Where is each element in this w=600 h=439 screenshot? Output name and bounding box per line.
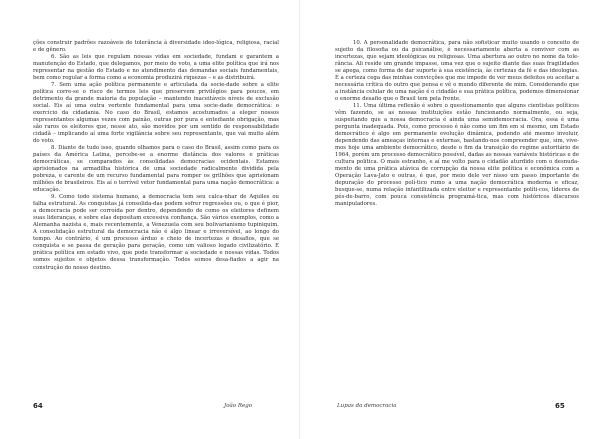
paragraph: 8. Diante de tudo isso, quando olhamos para o caso do Brasil, assim como para os países da América Latina, percebe-se a enorme distância dos valores e práticas democráticas, se comparados às consolidadas democracias ocidentais. Estamos aprisionados na armadilha histórica de uma sociedade radicalmente dividida pela pobreza, e carente de um recurso fundamental para romper os grilhões que aprisionam milhões de brasileiros. Eis aí o terrível vetor fundamental para uma nação democrática: a educação. xyxy=(33,145,279,194)
page-number: 64 xyxy=(33,402,43,410)
right-text-column xyxy=(335,40,579,208)
running-head: João Rego xyxy=(224,403,253,409)
paragraph: 6. São as leis que regulam nossas vidas em sociedade, fundam e garantem a manutenção do Estado, que delegamos, por meio do voto, a uma elite política que irá nos representar na gestão do Estado e no atendimento das demandas sociais fundamentais, bem como regular a forma como a economia produzirá riquezas – e as distribuirá. xyxy=(33,54,279,82)
paragraph: 9. Como todo sistema humano, a democracia tem seu calca-nhar de Aquiles ou falha estrutural. As conquistas já consolida-das podem sofrer regressões ou, o que é pior, a democracia pode ser corroída por dentro, dependendo de como os eleitores definem suas lideranças, e sobre elas depositam excessiva confiança. São vários exemplos, como a Alemanha nazista e, mais recentemente, a Venezuela com seu bolivarianismo tupiniquim. A consolidação estrutural da democracia não é algo linear e irreversível, ao longo do tempo. Ao contrário, é um processo árduo e cheio de incertezas e desafios, que se conquista e se passa de geração para geração, como um valioso legado civilizatório. E prática política em estado vivo, que pode transformar a sociedade e nossas vidas. Todos somos sujeitos e objetos dessa transformação. Todos somos desa-fiados a agir na construção do nosso destino. xyxy=(33,194,279,271)
paragraph: 7. Sem uma ação política permanente e articulada da socie-dade sobre a elite política corre-se o risco de termos leis que preservem privilégios para poucos, em detrimento da grande maioria da população – mantendo inaceitáveis níveis de exclusão social. Eis aí uma outra vertente fundamental para uma socie-dade democrática: o exercício da cidadania. No caso do Brasil, estamos acostumados a eleger nossos representantes algumas vezes com paixão, outras por pura e entediante obrigação, mas são raros os eleitores que, nesse ato, são movidos por um sentido de responsabilidade cidadã – implicando aí uma forte vigilância sobre seu representante, que vai muito além do voto. xyxy=(33,82,279,145)
paragraph: 11. Uma última reflexão é sobre o questionamento que alguns cientistas políticos vêm fazendo, se as nossas instituições estão funcionando normalmente, ou seja, suspeitando que a nossa democracia é ainda uma semidemocracia. Ora, essa é uma pergunta inadequada. Pois, como processo é não como um fim em si mesmo, um Estado democrático é algo em permanente evolução dinâmica, podendo até mesmo involuir, dependendo das ameaças internas e externas, bastando-nos compreender que, sim, vive-mos hoje uma ambiente democrático, desde o fim da transição do regime autoritário de 1964, porém um processo democrático possível, dadas as nossas variáveis históricas e de cultura política. O mais estranho, e aí me volto para o cidadão aturdido com o desnuda-mento de uma prática atávica de corrupção da nossa elite política e econômica com a Operação Lava-Jato e outras, é que, por meio dele ver nisso um passo importante de depuração do processo polí-tico rumo a uma nação democrática moderna e eficaz, busque-se, numa relação infantilizada entre eleitor e representante políti-cos, líderes de pés-de-barro, com pouca consistência programá-tica, mas com históricos discursos manipuladores. xyxy=(335,103,579,208)
running-head: Lupas da democracia xyxy=(337,403,397,409)
left-text-column xyxy=(33,40,279,272)
paragraph: ções construir padrões razoáveis de tolerância à diversidade ideo-lógica, religiosa, racial e de gênero. xyxy=(33,40,279,54)
page-number: 65 xyxy=(555,402,565,410)
paragraph: 10. A personalidade democrática, para não sofisticar muito usando o conceito de sujeito da filosofia ou da psicanálise, é necessariamente aberta a conviver com as incertezas, que sejam ideológicas ou religiosas. Uma abertura ao outro no nome da tole-rância. Ali reside um grande impasse, uma vez que o sujeito diante das suas fragilidades se apega, como forma de dar suporte à sua existência, às certezas da fé e das ideologias. É a certeza cega das minhas convicções que me impede de ver meus defeitos ou aceitar a necessária crítica do outro que pensa e vê o mundo diferente de mim. Considerando que a instância celular de uma nação é o cidadão e sua prática política, podemos dimensionar o enorme desafio que o Brasil tem pela frente. xyxy=(335,40,579,103)
right-page xyxy=(300,0,600,439)
